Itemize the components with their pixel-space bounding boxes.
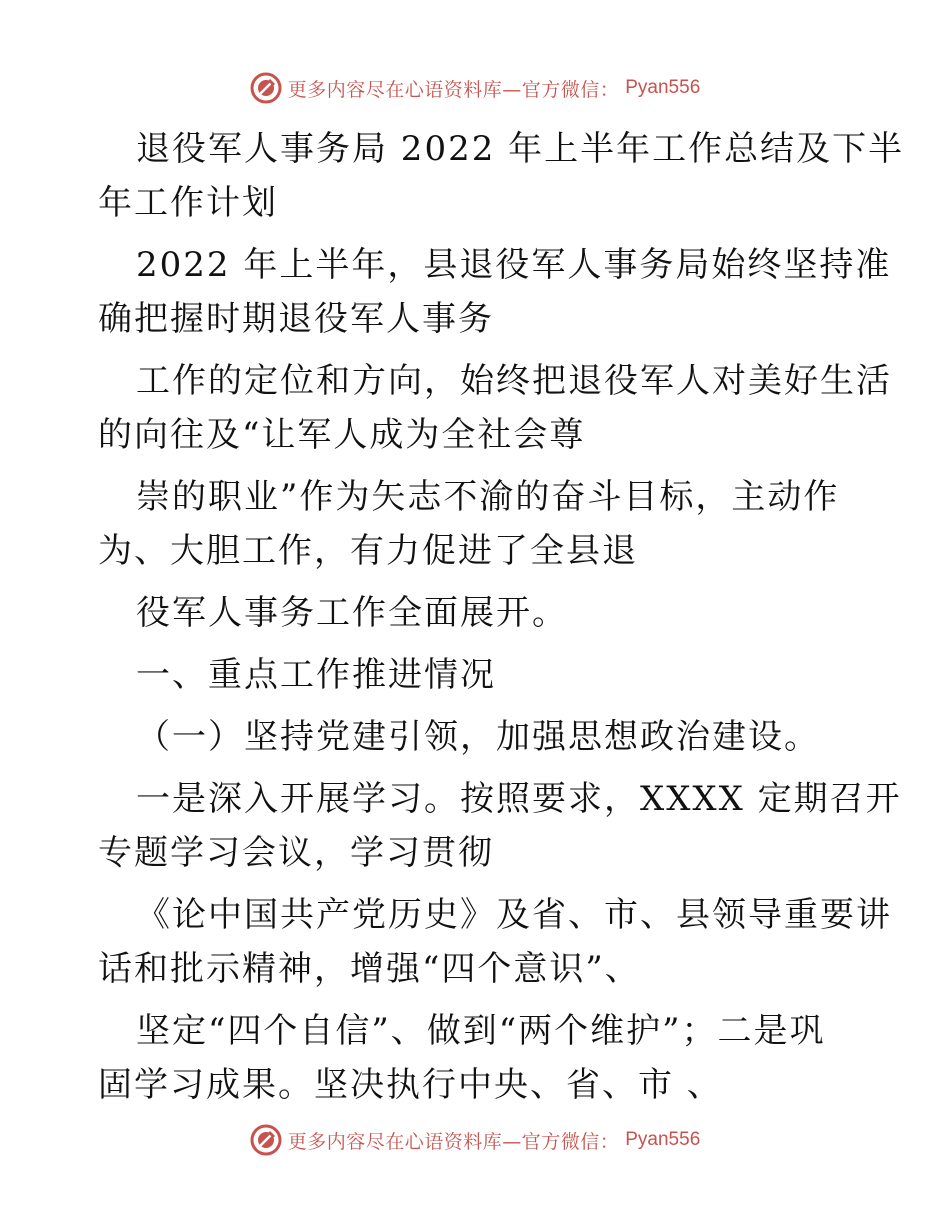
paragraph-line: 为、大胆工作，有力促进了全县退: [98, 531, 638, 571]
footer-banner: [0, 1124, 950, 1156]
doc-title-line-2: 年工作计划: [98, 183, 278, 223]
header-banner-inner: [250, 72, 701, 104]
paragraph-line: 话和批示精神，增强“四个意识”、: [98, 949, 641, 989]
subsection-heading: （一）坚持党建引领，加强思想政治建设。: [136, 717, 820, 757]
paragraph-line: 确把握时期退役军人事务: [98, 299, 494, 339]
paragraph-line: 的向往及“让军人成为全社会尊: [98, 415, 586, 455]
paragraph-line: 专题学习会议，学习贯彻: [98, 833, 494, 873]
banner-wechat-id: Pyan556: [625, 1129, 701, 1150]
section-heading: 一、重点工作推进情况: [136, 655, 496, 695]
paragraph-line: 固学习成果。坚决执行中央、省、市 、: [98, 1065, 723, 1105]
banner-wechat-id: Pyan556: [625, 77, 701, 98]
footer-banner-inner: [250, 1124, 701, 1156]
paragraph-line: 坚定“四个自信”、做到“两个维护”；二是巩: [136, 1011, 826, 1051]
header-banner: [0, 72, 950, 104]
paragraph-line: 役军人事务工作全面展开。: [136, 593, 568, 633]
paragraph-line: 一是深入开展学习。按照要求，XXXX 定期召开: [136, 779, 902, 819]
banner-text: 更多内容尽在心语资料库—官方微信：: [287, 78, 620, 101]
banner-text: 更多内容尽在心语资料库—官方微信：: [287, 1130, 620, 1153]
paragraph-line: 2022 年上半年，县退役军人事务局始终坚持准: [136, 245, 892, 285]
paragraph-line: 工作的定位和方向，始终把退役军人对美好生活: [136, 361, 892, 401]
doc-title-line-1: 退役军人事务局 2022 年上半年工作总结及下半: [136, 129, 905, 169]
paragraph-line: 《论中国共产党历史》及省、市、县领导重要讲: [136, 895, 892, 935]
paragraph-line: 崇的职业”作为矢志不渝的奋斗目标，主动作: [136, 477, 840, 517]
document-body: [98, 122, 905, 1112]
seal-logo-icon: [250, 72, 282, 104]
seal-logo-icon: [250, 1124, 282, 1156]
